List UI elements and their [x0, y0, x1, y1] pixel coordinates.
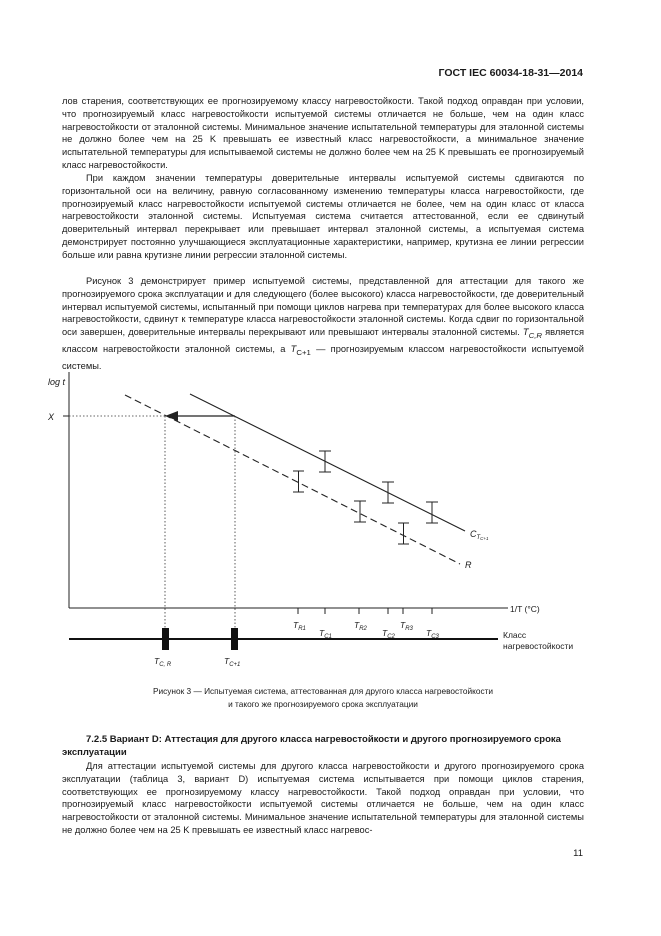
tick-label-tr2: $T_{R2}$ [354, 620, 367, 632]
interval-c2 [382, 482, 394, 503]
class-marker-tc1 [231, 628, 238, 650]
class-label-tcr: $T_{C, R}$ [154, 656, 172, 668]
paragraph-3-mid: является классом нагревостойкости эталонной системы, а [62, 327, 584, 354]
paragraph-3-main: Рисунок 3 демонстрирует пример испытуемой системы, представленной для аттестации для такого же прогнозируемого срока эксплуатации и для следующего (более высокого) класса нагревостойкости, где доверительный интервал испытуемой системы, испытанный при помощи циклов нагрева при температурах для более высокого класса нагревостойкости, сдвинут к температуре класса нагревостойкости эталонной системы. Когда сдвиг по горизонтальной оси завершен, доверительные интервалы перекрывают или превышают интервалы эталонной системы. [62, 276, 584, 338]
reference-line-label: R [465, 560, 472, 570]
test-line-label: $C_TC+1$ [470, 529, 489, 541]
symbol-tcr-sub: C,R [528, 331, 542, 341]
x-axis-label: 1/T (°C) [510, 604, 540, 614]
page-number: 11 [573, 848, 583, 859]
reference-system-line [125, 395, 460, 564]
confidence-intervals [293, 451, 438, 544]
class-axis-label-1: Класс [503, 630, 527, 640]
y-marker-label: X [48, 412, 55, 422]
paragraph-4 [62, 760, 584, 837]
symbol-tcr: T [522, 327, 529, 338]
x-ticks [298, 608, 432, 614]
figure-caption [62, 685, 584, 710]
standard-header: ГОСТ IEC 60034-18-31—2014 [438, 67, 583, 79]
paragraph-4-text: Для аттестации испытуемой системы для другого класса нагревостойкости и другого прогнозируемого срока эксплуатации (таблица 3, вариант D) испытуемая система испытывается при помощи циклов старения, соответствующих ее прогнозируемому классу нагревостойкости. Такой подход оправдан при условии, что прогнозируемый класс нагревостойкости испытуемой системы отличается не больше, чем на один класс нагревостойкости от эталонной системы. Минимальное значение испытательной температуры для эталонной системы не должно более чем на 25 K превышать ее известный класс нагревос- [62, 761, 584, 835]
section-heading: 7.2.5 Вариант D: Аттестация для другого класса нагревостойкости и другого прогнозируемого срока эксплуатации [62, 734, 561, 758]
caption-line-1: Рисунок 3 — Испытуемая система, аттестованная для другого класса нагревостойкости [152, 686, 494, 696]
caption-line-2: и такого же прогнозируемого срока эксплуатации [228, 698, 418, 709]
class-marker-tcr [162, 628, 169, 650]
tick-label-tr1: $T_{R1}$ [293, 620, 306, 632]
tick-label-tc2: $T_{C2}$ [382, 628, 395, 640]
tick-label-tc1: $T_{C1}$ [319, 628, 332, 640]
paragraph-3-tail: — прогнозируемым классом нагревостойкости испытуемой системы. [62, 343, 584, 371]
test-system-line [190, 394, 465, 531]
tick-label-tr3: $T_{R3}$ [400, 620, 413, 632]
interval-r3 [398, 523, 409, 544]
class-label-tc1: $T_{C+1}$ [224, 656, 241, 668]
interval-c1 [319, 451, 331, 472]
symbol-tc1-sub: C+1 [296, 347, 311, 357]
class-axis-label-2: нагревостойкости [503, 641, 574, 651]
paragraph-2-text: При каждом значении температуры доверительные интервалы испытуемой системы сдвигаются по горизонтальной оси на величину, равную согласованному изменению температуры класса нагревостойкости, где прогнозируемый класс нагревостойкости испытуемой системы отличается не более, чем на один класс от класса нагревостойкости эталонной системы. Испытуемая система считается аттестованной, если ее сдвинутый доверительный интервал перекрывает или превышает интервал эталонной системы, а испытуемая система демонстрирует постоянно улучшающиеся эксплуатационные характеристики, например, крутизна ее линии регрессии больше или равна крутизне линии регрессии эталонной системы. [62, 173, 584, 260]
symbol-tc1: T [290, 343, 297, 354]
tick-label-tc3: $T_{C3}$ [426, 628, 439, 640]
interval-r1 [293, 471, 304, 492]
y-axis-label: log t [48, 377, 66, 387]
paragraph-1-text: лов старения, соответствующих ее прогнозируемому классу нагревостойкости. Такой подход оправдан при условии, что прогнозируемый класс нагревостойкости испытуемой системы отличается не больше, чем на один класс нагревостойкости от эталонной системы. Минимальное значение испытательной температуры для эталонной системы не должно более чем на 25 K превышать ее известный класс нагревостойкости, а минимальное значение испытательной температуры для испытываемой системы не должно более чем на 25 K превышать ее прогнозируемый класс нагревостойкости. [62, 96, 584, 170]
